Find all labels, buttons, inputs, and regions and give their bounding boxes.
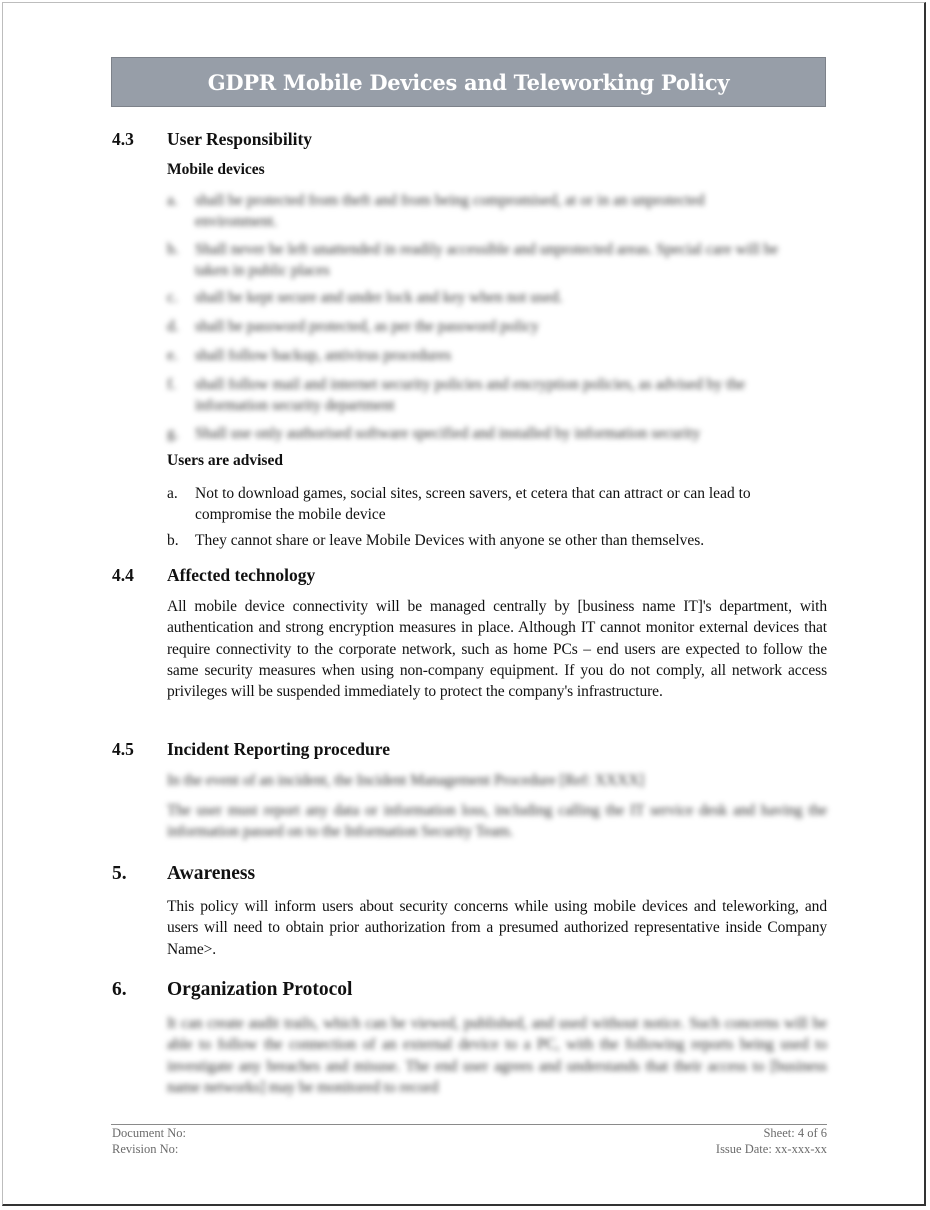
section-number-4-4: 4.4 bbox=[112, 565, 134, 585]
section-body-affected-technology: All mobile device connectivity will be managed centrally by [business name IT]'s department, with authentication and strong encryption measures in place. Although IT cannot monitor external devices that require connectivity to the corporate network, such as home PCs – end users are expected to follow the same security measures when using non-company equipment. If you do not comply, all network access privileges will be suspended immediately to protect the company's infrastructure. bbox=[167, 598, 827, 701]
list-item bbox=[167, 287, 789, 308]
list-item bbox=[167, 316, 789, 337]
section-number-4-3: 4.3 bbox=[112, 129, 134, 149]
footer-issue-date: Issue Date: xx-xxx-xx bbox=[715, 1142, 827, 1156]
list-text: Shall never be left unattended in readily accessible and unprotected areas. Special care will be taken in public places bbox=[195, 241, 779, 279]
incident-reporting-paragraph-1: In the event of an incident, the Incident Management Procedure [Ref: XXXX] bbox=[167, 772, 645, 789]
footer-document-no: Document No: bbox=[112, 1126, 186, 1140]
list-marker: e. bbox=[167, 347, 178, 364]
subheading-users-advised: Users are advised bbox=[167, 452, 283, 469]
footer-divider bbox=[111, 1124, 827, 1125]
list-text: shall follow mail and internet security policies and encryption policies, as advised by the information security department bbox=[195, 376, 746, 414]
section-number-4-5: 4.5 bbox=[112, 739, 134, 759]
list-item bbox=[167, 423, 789, 444]
list-text: shall be protected from theft and from being compromised, at or in an unprotected environment. bbox=[195, 192, 705, 230]
list-marker: d. bbox=[167, 318, 179, 335]
subheading-mobile-devices: Mobile devices bbox=[167, 161, 265, 178]
section-title-incident-reporting: Incident Reporting procedure bbox=[167, 739, 390, 759]
section-title-organization-protocol: Organization Protocol bbox=[167, 979, 353, 1000]
list-marker: g. bbox=[167, 425, 179, 442]
list-item bbox=[167, 483, 789, 525]
list-text: Shall use only authorised software specified and installed by information security bbox=[195, 425, 701, 442]
document-title-bar bbox=[111, 57, 826, 107]
section-title-awareness: Awareness bbox=[167, 863, 256, 884]
document-title: GDPR Mobile Devices and Teleworking Policy bbox=[207, 69, 730, 95]
list-text: shall follow backup, antivirus procedures bbox=[195, 347, 452, 364]
list-marker: a. bbox=[167, 485, 178, 502]
list-marker: b. bbox=[167, 241, 179, 258]
section-number-6: 6. bbox=[112, 979, 127, 1000]
list-marker: b. bbox=[167, 532, 179, 549]
incident-reporting-paragraph-2: The user must report any data or information loss, including calling the IT service desk and having the information passed on to the Information Security Team. bbox=[167, 802, 827, 841]
list-marker: c. bbox=[167, 289, 178, 306]
list-text: shall be password protected, as per the password policy bbox=[195, 318, 539, 335]
list-marker: a. bbox=[167, 192, 178, 209]
section-number-5: 5. bbox=[112, 863, 127, 884]
section-title-affected-technology: Affected technology bbox=[167, 565, 316, 585]
list-item bbox=[167, 530, 807, 551]
list-marker: f. bbox=[167, 376, 177, 393]
footer-revision-no: Revision No: bbox=[112, 1142, 179, 1156]
list-text: shall be kept secure and under lock and key when not used. bbox=[195, 289, 563, 306]
footer-sheet: Sheet: 4 of 6 bbox=[763, 1126, 827, 1140]
section-body-organization-protocol: It can create audit trails, which can be viewed, published, and used without notice. Such concerns will be able to follow the connection of an external device to a PC, with the following reports being used to investigate any breaches and misuse. The end user agrees and understands that their access to [business name networks] may be monitored to record bbox=[167, 1015, 827, 1096]
list-item bbox=[167, 190, 789, 232]
list-text: They cannot share or leave Mobile Devices with anyone se other than themselves. bbox=[195, 532, 705, 549]
list-item bbox=[167, 345, 789, 366]
list-text: Not to download games, social sites, screen savers, et cetera that can attract or can lead to compromise the mobile device bbox=[195, 485, 751, 523]
list-item bbox=[167, 374, 789, 416]
section-title-user-responsibility: User Responsibility bbox=[167, 129, 313, 149]
list-item bbox=[167, 239, 789, 281]
section-body-awareness: This policy will inform users about security concerns while using mobile devices and teleworking, and users will need to obtain prior authorization from a presumed authorized representative inside Company Name>. bbox=[167, 898, 827, 958]
